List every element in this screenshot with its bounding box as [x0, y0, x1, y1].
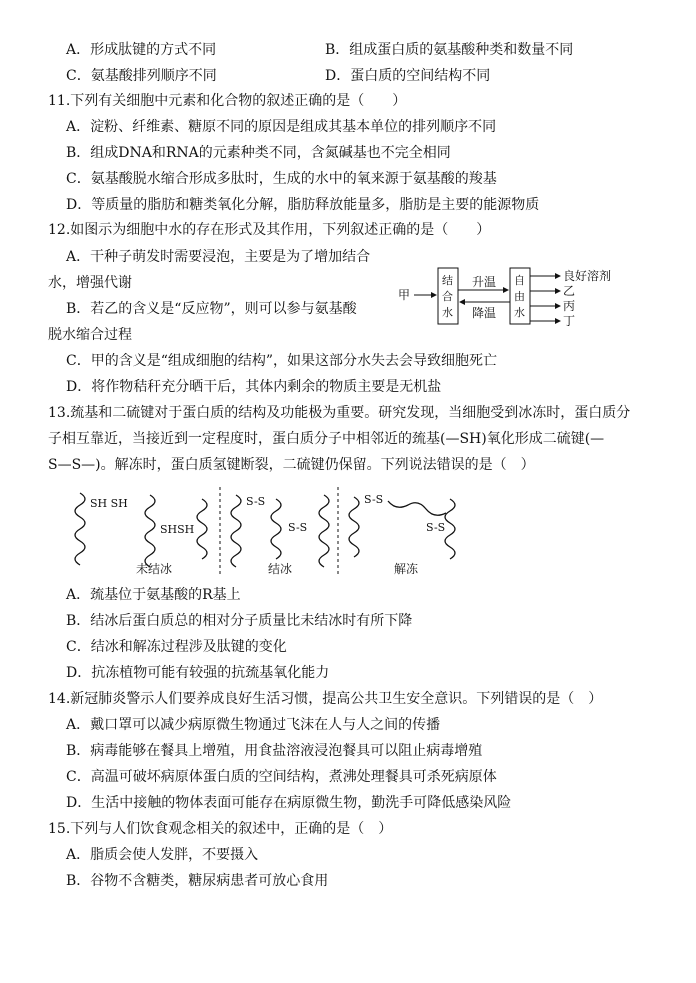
q14-option-d: D．生活中接触的物体表面可能存在病原微生物，勤洗手可降低感染风险	[66, 795, 512, 811]
q13-option-d: D．抗冻植物可能有较强的抗巯基氧化能力	[66, 665, 330, 681]
bound-char-3: 水	[442, 306, 453, 319]
q12-option-c: C．甲的含义是“组成细胞的结构”，如果这部分水失去会导致细胞死亡	[66, 353, 498, 369]
sh-pair-1: SH SH	[90, 497, 128, 510]
q15-option-b: B．谷物不含糖类，糖尿病患者可放心食用	[66, 873, 329, 889]
diagram-jia: 甲	[398, 288, 411, 302]
output-bing: 丙	[563, 299, 576, 313]
disulfide-4: S-S	[426, 521, 446, 534]
q11-option-d: D．等质量的脂肪和糖类氧化分解，脂肪释放能量多，脂肪是主要的能源物质	[66, 197, 540, 213]
q13-stem-line2: 子相互靠近，当接近到一定程度时，蛋白质分子中相邻近的巯基(—SH)氧化形成二硫键(—	[48, 431, 605, 447]
q10-option-c: C．氨基酸排列顺序不同	[66, 68, 217, 84]
q11-option-c: C．氨基酸脱水缩合形成多肽时，生成的水中的氧来源于氨基酸的羧基	[66, 171, 497, 187]
protein-freeze-figure	[70, 487, 480, 583]
bound-char-2: 合	[442, 290, 453, 303]
q14-option-b: B．病毒能够在餐具上增殖，用食盐溶液浸泡餐具可以阻止病毒增殖	[66, 743, 483, 759]
q10-option-b: B．组成蛋白质的氨基酸种类和数量不同	[325, 42, 574, 58]
q13-option-a: A．巯基位于氨基酸的R基上	[66, 587, 241, 603]
sh-pair-2: SHSH	[160, 523, 195, 536]
bound-char-1: 结	[442, 274, 453, 287]
up-temp-label: 升温	[472, 275, 497, 289]
q11-option-b: B．组成DNA和RNA的元素种类不同，含氮碱基也不完全相同	[66, 145, 451, 161]
label-thawed: 解冻	[394, 562, 419, 576]
q10-option-a: A．形成肽键的方式不同	[66, 42, 217, 58]
free-char-3: 水	[514, 306, 525, 319]
q14-stem: 14.新冠肺炎警示人们要养成良好生活习惯，提高公共卫生安全意识。下列错误的是（ ）	[48, 691, 603, 707]
q11-option-a: A．淀粉、纤维素、糖原不同的原因是组成其基本单位的排列顺序不同	[66, 119, 497, 135]
disulfide-2: S-S	[288, 521, 308, 534]
q14-option-a: A．戴口罩可以减少病原微生物通过飞沫在人与人之间的传播	[66, 717, 441, 733]
down-temp-label: 降温	[472, 306, 497, 320]
q12-stem: 12.如图示为细胞中水的存在形式及其作用，下列叙述正确的是（ ）	[48, 222, 491, 238]
label-unfrozen: 未结冰	[136, 562, 173, 576]
q13-stem-line1: 13.巯基和二硫键对于蛋白质的结构及功能极为重要。研究发现，当细胞受到冰冻时，蛋白质分	[48, 405, 631, 421]
q10-option-d: D．蛋白质的空间结构不同	[325, 68, 491, 84]
free-char-2: 由	[514, 290, 525, 303]
q12-option-d: D．将作物秸秆充分晒干后，其体内剩余的物质主要是无机盐	[66, 379, 442, 395]
disulfide-3: S-S	[364, 493, 384, 506]
output-ding: 丁	[563, 314, 576, 328]
q15-stem: 15.下列与人们饮食观念相关的叙述中，正确的是（ ）	[48, 821, 393, 837]
q12-option-b-line1: B．若乙的含义是“反应物”，则可以参与氨基酸	[66, 301, 357, 317]
output-yi: 乙	[563, 284, 576, 298]
free-char-1: 自	[514, 274, 525, 287]
output-solvent: 良好溶剂	[563, 269, 612, 283]
label-frozen: 结冰	[268, 562, 293, 576]
q13-option-c: C．结冰和解冻过程涉及肽键的变化	[66, 639, 287, 655]
q15-option-a: A．脂质会使人发胖，不要摄入	[66, 847, 259, 863]
q12-option-a-line1: A．干种子萌发时需要浸泡，主要是为了增加结合	[66, 249, 371, 265]
disulfide-1: S-S	[246, 495, 266, 508]
q13-option-b: B．结冰后蛋白质总的相对分子质量比未结冰时有所下降	[66, 613, 413, 629]
q11-stem: 11.下列有关细胞中元素和化合物的叙述正确的是（ ）	[48, 93, 407, 109]
water-diagram	[392, 262, 652, 340]
q12-option-b-line2: 脱水缩合过程	[48, 327, 132, 343]
q14-option-c: C．高温可破坏病原体蛋白质的空间结构，煮沸处理餐具可杀死病原体	[66, 769, 497, 785]
q13-stem-line3: S—S—)。解冻时，蛋白质氢键断裂，二硫键仍保留。下列说法错误的是（ ）	[48, 457, 535, 473]
q12-option-a-line2: 水，增强代谢	[48, 275, 132, 291]
